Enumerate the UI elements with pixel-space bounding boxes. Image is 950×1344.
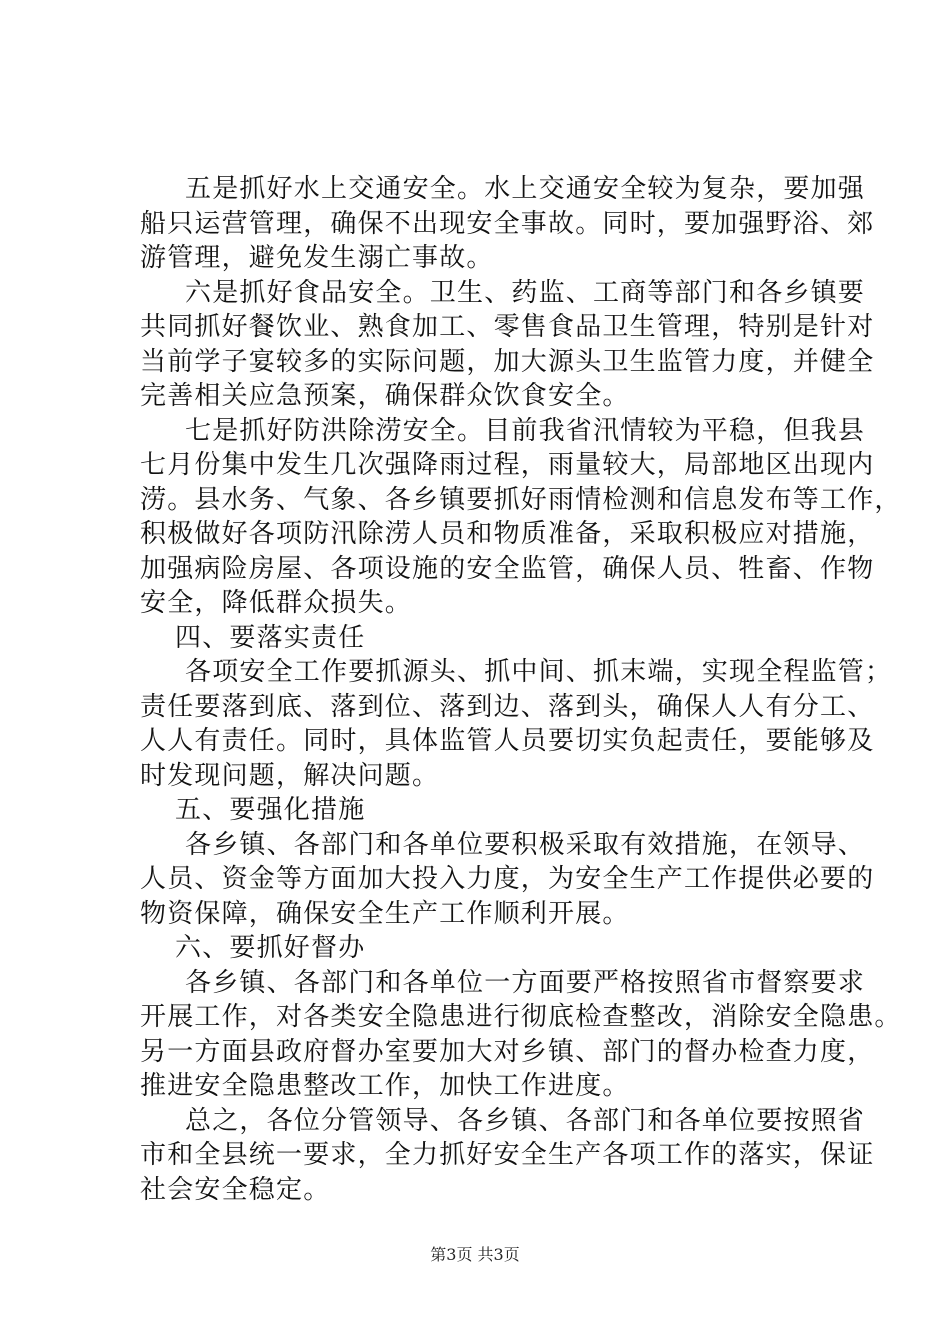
text-line: 总之，各位分管领导、各乡镇、各部门和各单位要按照省 (185, 1105, 866, 1136)
text-line: 当前学子宴较多的实际问题，加大源头卫生监管力度，并健全 (140, 346, 875, 377)
text-line: 人员、资金等方面加大投入力度，为安全生产工作提供必要的 (140, 864, 875, 894)
text-line: 开展工作，对各类安全隐患进行彻底检查整改，消除安全隐患。 (140, 1002, 902, 1032)
text-line: 另一方面县政府督办室要加大对乡镇、部门的督办检查力度， (140, 1036, 875, 1067)
text-line: 积极做好各项防汛除涝人员和物质准备，采取积极应对措施， (140, 519, 875, 549)
document-body (140, 172, 902, 1207)
text-line: 七是抓好防洪除涝安全。目前我省汛情较为平稳，但我县 (185, 415, 866, 446)
section-heading: 四、要落实责任 (175, 622, 366, 653)
text-line: 社会安全稳定。 (140, 1174, 331, 1205)
text-line: 责任要落到底、落到位、落到边、落到头，确保人人有分工、 (140, 691, 875, 722)
section-heading: 六、要抓好督办 (175, 933, 366, 963)
text-line: 船只运营管理，确保不出现安全事故。同时，要加强野浴、郊 (140, 208, 875, 239)
text-line: 时发现问题，解决问题。 (140, 760, 440, 791)
text-line: 共同抓好餐饮业、熟食加工、零售食品卫生管理，特别是针对 (140, 312, 875, 342)
text-line: 七月份集中发生几次强降雨过程，雨量较大，局部地区出现内 (140, 450, 875, 480)
text-line: 各项安全工作要抓源头、抓中间、抓末端，实现全程监管； (185, 657, 893, 687)
text-line: 安全，降低群众损失。 (140, 588, 413, 618)
text-line: 游管理，避免发生溺亡事故。 (140, 243, 494, 273)
text-line: 涝。县水务、气象、各乡镇要抓好雨情检测和信息发布等工作， (140, 484, 902, 515)
text-line: 物资保障，确保安全生产工作顺利开展。 (140, 898, 630, 929)
text-line: 人人有责任。同时，具体监管人员要切实负起责任，要能够及 (140, 726, 875, 756)
page-footer: 第3页 共3页 (430, 1245, 520, 1264)
text-line: 加强病险房屋、各项设施的安全监管，确保人员、牲畜、作物 (140, 553, 875, 584)
section-heading: 五、要强化措施 (175, 795, 366, 825)
text-line: 五是抓好水上交通安全。水上交通安全较为复杂，要加强 (185, 174, 866, 204)
text-line: 市和全县统一要求，全力抓好安全生产各项工作的落实，保证 (140, 1140, 875, 1170)
text-line: 各乡镇、各部门和各单位要积极采取有效措施，在领导、 (185, 829, 866, 860)
text-line: 各乡镇、各部门和各单位一方面要严格按照省市督察要求 (185, 967, 866, 998)
text-line: 完善相关应急预案，确保群众饮食安全。 (140, 381, 630, 411)
text-line: 推进安全隐患整改工作，加快工作进度。 (140, 1071, 630, 1101)
text-line: 六是抓好食品安全。卫生、药监、工商等部门和各乡镇要 (185, 277, 866, 308)
